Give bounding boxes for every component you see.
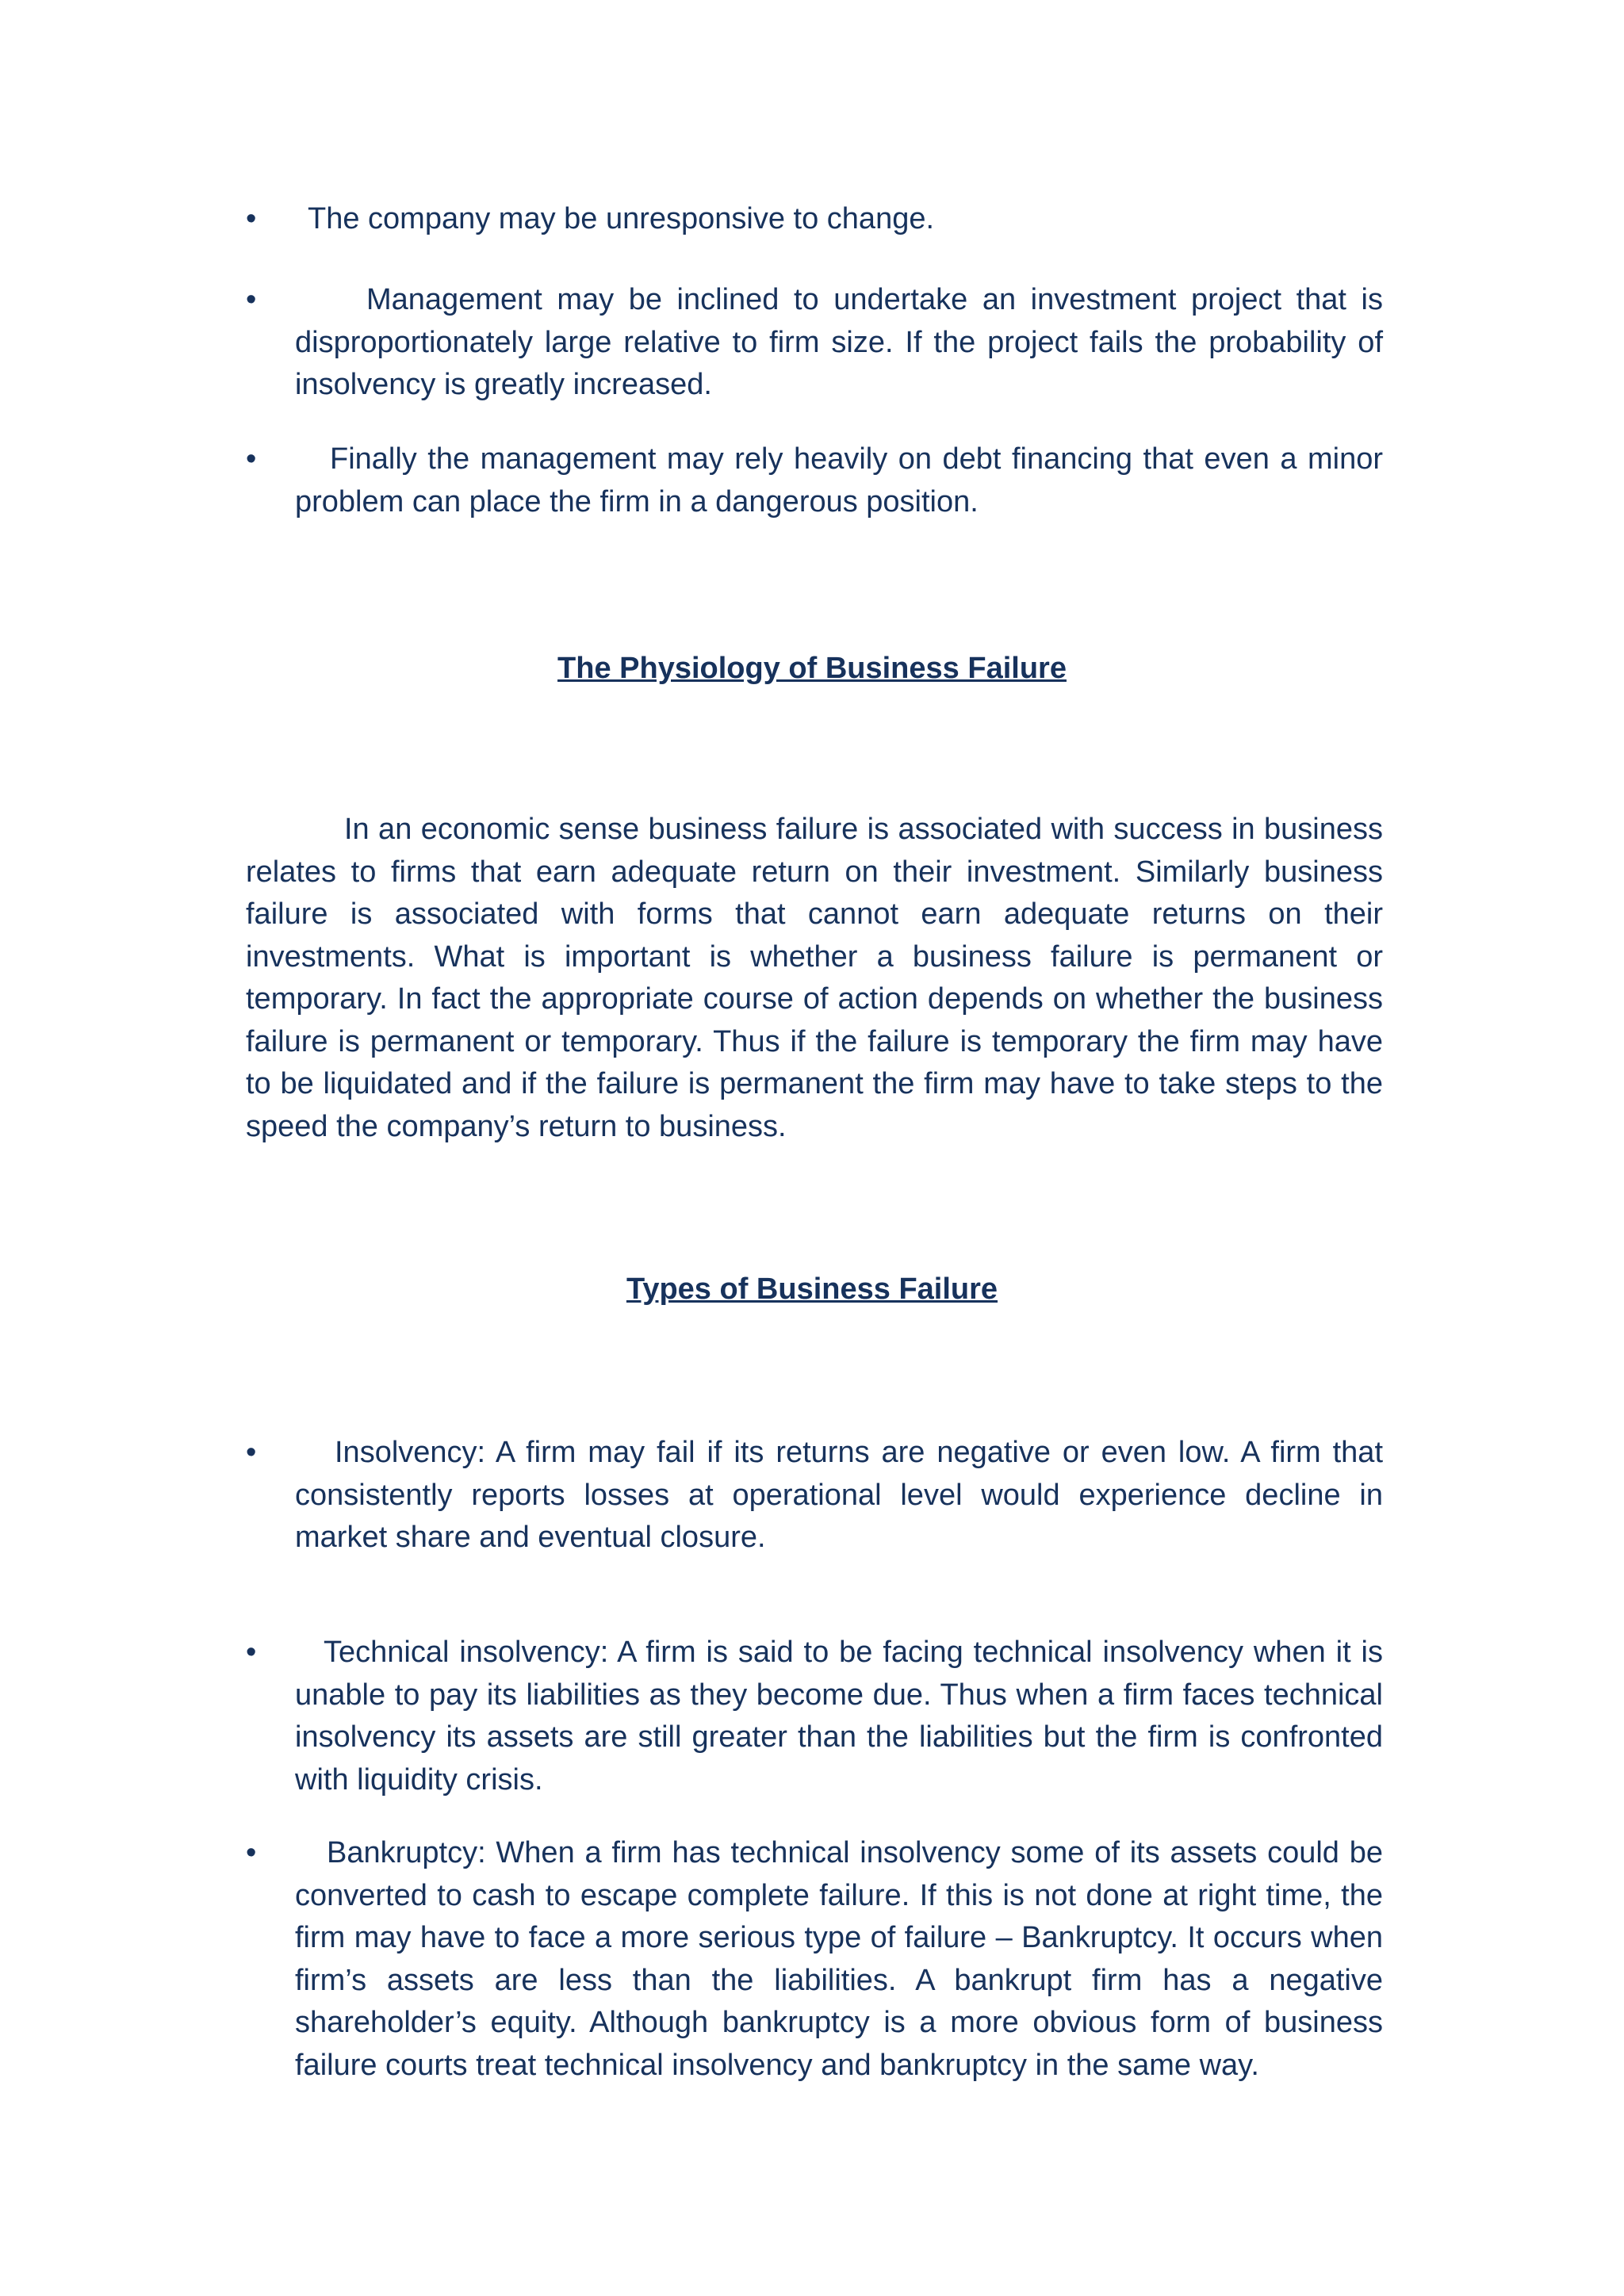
section-heading-physiology: The Physiology of Business Failure (557, 652, 1067, 685)
bullet-text: Technical insolvency: A firm is said to be facing technical insolvency when it is unable to pay its liabilities as they become due. Thus when a firm faces technical insolvency its assets are still greater than the liabilities but the firm is confronted with liquidity crisis. (295, 1636, 1383, 1797)
list-item (0, 1832, 1624, 2094)
bullet-icon: • (246, 1436, 257, 1469)
paragraph-physiology: In an economic sense business failure is associated with success in business relates to firms that earn adequate return on their investment. Similarly business failure is associated with forms that cannot earn adequate returns on their investments. What is important is whether a business failure is permanent or temporary. In fact the appropriate course of action depends on whether the business failure is permanent or temporary. Thus if the failure is temporary the firm may have to be liquidated and if the failure is permanent the firm may have to take steps to the speed the company’s return to business. (246, 813, 1383, 1143)
list-item (0, 438, 1624, 526)
bullet-icon: • (246, 283, 257, 316)
bullet-icon: • (246, 1636, 257, 1669)
bullet-text: Bankruptcy: When a firm has technical insolvency some of its assets could be converted to cash to escape complete failure. If this is not done at right time, the firm may have to face a more serious type of failure – Bankruptcy. It occurs when firm’s assets are less than the liabilities. A bankrupt firm has a negative shareholder’s equity. Although bankruptcy is a more obvious form of business failure courts treat technical insolvency and bankruptcy in the same way. (295, 1836, 1383, 2082)
bullet-text: Insolvency: A firm may fail if its returns are negative or even low. A firm that consistently reports losses at operational level would experience decline in market share and eventual closure. (295, 1436, 1383, 1554)
list-item (0, 1432, 1624, 1559)
bullet-text: Finally the management may rely heavily on debt financing that even a minor problem can place the firm in a dangerous position. (295, 442, 1383, 519)
bullet-text: Management may be inclined to undertake an investment project that is disproportionately large relative to firm size. If the project fails the probability of insolvency is greatly increased. (295, 283, 1383, 401)
list-item (0, 279, 1624, 406)
bullet-icon: • (246, 1836, 257, 1869)
bullet-text: The company may be unresponsive to change. (308, 202, 935, 235)
section-heading-types: Types of Business Failure (626, 1272, 998, 1306)
list-item (0, 1632, 1624, 1802)
bullet-icon: • (246, 202, 257, 235)
bullet-icon: • (246, 442, 257, 476)
list-item (0, 198, 1624, 246)
